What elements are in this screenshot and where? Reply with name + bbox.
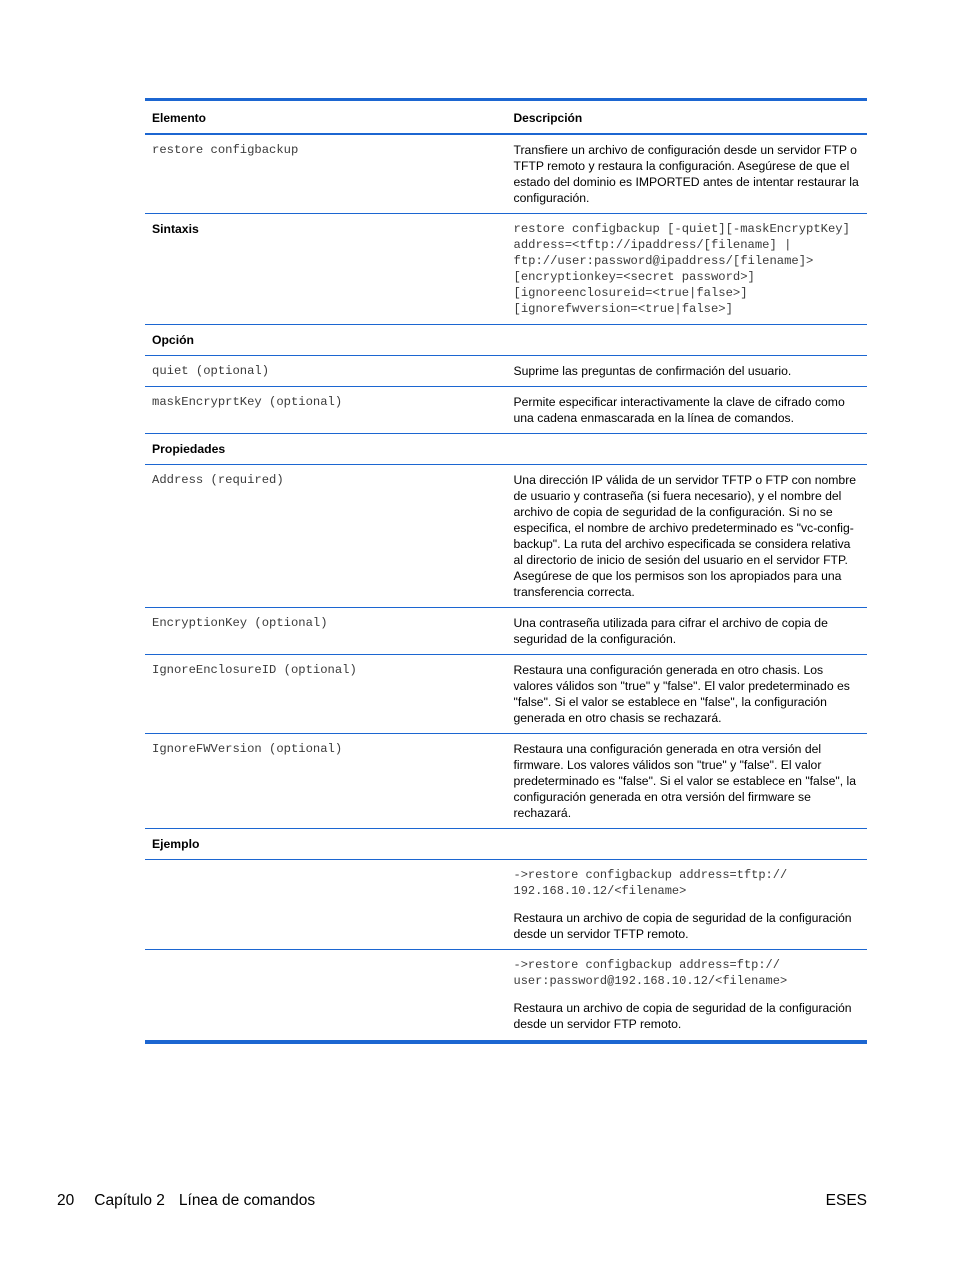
example-code: ->restore configbackup address=ftp:// user:password@192.168.10.12/<filename>	[513, 958, 788, 988]
example-row	[145, 950, 867, 1043]
chapter-label: Capítulo 2	[94, 1192, 165, 1209]
section-empty-cell	[507, 325, 868, 356]
table-row	[145, 134, 867, 214]
option-description: Suprime las preguntas de confirmación del usuario.	[507, 356, 868, 387]
section-empty-cell	[507, 434, 868, 465]
example-row	[145, 860, 867, 950]
page-footer-left	[57, 1192, 315, 1210]
header-elemento: Elemento	[145, 100, 507, 135]
element-cell: restore configbackup	[145, 134, 507, 214]
property-name: EncryptionKey (optional)	[145, 608, 507, 655]
table-row	[145, 356, 867, 387]
example-description: Restaura un archivo de copia de seguridad de la configuración desde un servidor TFTP remoto.	[513, 911, 852, 941]
option-description: Permite especificar interactivamente la clave de cifrado como una cadena enmascarada en la línea de comandos.	[507, 387, 868, 434]
table-row	[145, 734, 867, 829]
section-title-opcion: Opción	[145, 325, 507, 356]
table-row	[145, 387, 867, 434]
description-cell: Transfiere un archivo de configuración desde un servidor FTP o TFTP remoto y restaura la configuración. Asegúrese de que el estado del dominio es IMPORTED antes de intentar restaurar la configuración.	[507, 134, 868, 214]
section-title-ejemplo: Ejemplo	[145, 829, 507, 860]
table-header-row	[145, 100, 867, 135]
header-descripcion: Descripción	[507, 100, 868, 135]
options-table	[145, 98, 867, 1044]
property-description: Restaura una configuración generada en otro chasis. Los valores válidos son "true" y "false". El valor predeterminado es "false". Si el valor se establece en "false", la configuración generada en otro chasis se rechazará.	[507, 655, 868, 734]
example-cell	[507, 860, 868, 950]
option-name: maskEncryprtKey (optional)	[145, 387, 507, 434]
chapter-title: Línea de comandos	[178, 1192, 316, 1209]
example-empty-cell	[145, 950, 507, 1043]
property-name: IgnoreFWVersion (optional)	[145, 734, 507, 829]
page-number: 20	[57, 1192, 75, 1209]
section-row	[145, 829, 867, 860]
example-cell	[507, 950, 868, 1043]
property-name: Address (required)	[145, 465, 507, 608]
property-name: IgnoreEnclosureID (optional)	[145, 655, 507, 734]
section-row	[145, 325, 867, 356]
syntax-row	[145, 214, 867, 325]
section-empty-cell	[507, 829, 868, 860]
syntax-code: restore configbackup [-quiet][-maskEncryptKey] address=<tftp://ipaddress/[filename] | ftp://user:password@ipaddress/[filename]> [encryptionkey=<secret password>] [ignoreenclosureid=<true|false>] [ignorefwversion=<true|false>]	[507, 214, 868, 325]
property-description: Una contraseña utilizada para cifrar el archivo de copia de seguridad de la configuración.	[507, 608, 868, 655]
table-row	[145, 655, 867, 734]
example-description: Restaura un archivo de copia de seguridad de la configuración desde un servidor FTP remoto.	[513, 1001, 852, 1031]
section-title-propiedades: Propiedades	[145, 434, 507, 465]
property-description: Una dirección IP válida de un servidor TFTP o FTP con nombre de usuario y contraseña (si fuera necesario), y el nombre del archivo de copia de seguridad de la configuración. Si no se especifica, el nombre de archivo predeterminado es "vc-config-backup". La ruta del archivo especificada se considera relativa al directorio de inicio de sesión del usuario en el servidor FTP. Asegúrese de que los permisos son los apropiados para una transferencia correcta.	[507, 465, 868, 608]
syntax-label: Sintaxis	[145, 214, 507, 325]
table-row	[145, 608, 867, 655]
section-row	[145, 434, 867, 465]
page-footer-locale: ESES	[825, 1192, 867, 1209]
property-description: Restaura una configuración generada en otra versión del firmware. Los valores válidos son "true" y "false". El valor predeterminado es "false". Si el valor se establece en "false", la configuración generada en otra versión del firmware se rechazará.	[507, 734, 868, 829]
example-empty-cell	[145, 860, 507, 950]
example-code: ->restore configbackup address=tftp:// 192.168.10.12/<filename>	[513, 868, 788, 898]
table-row	[145, 465, 867, 608]
option-name: quiet (optional)	[145, 356, 507, 387]
